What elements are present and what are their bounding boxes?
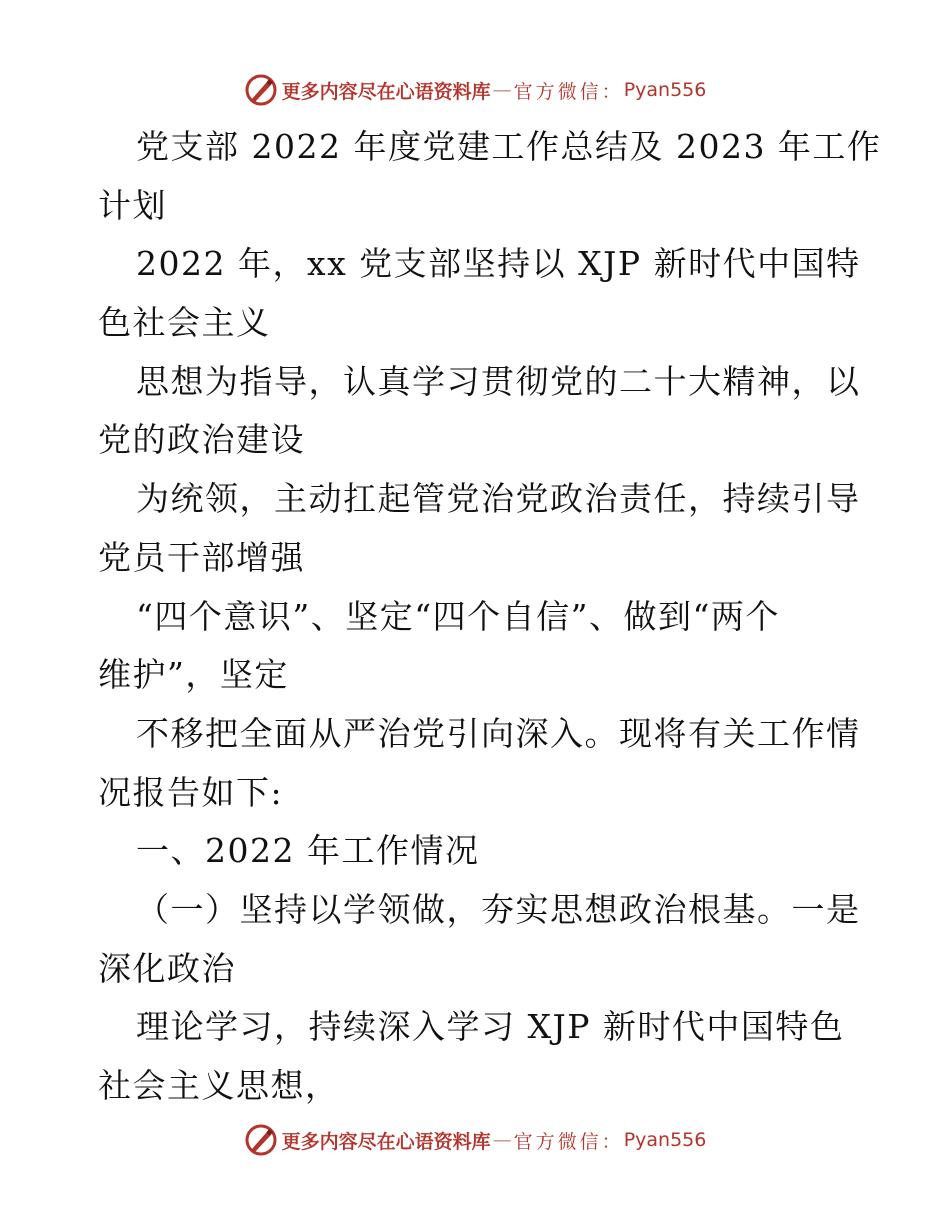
document-body — [98, 118, 882, 1116]
document-line: （一）坚持以学领做，夯实思想政治根基。一是 — [136, 889, 861, 929]
document-line: 社会主义思想， — [98, 1066, 340, 1105]
document-line: 色社会主义 — [98, 303, 271, 343]
document-line: 思想为指导，认真学习贯彻党的二十大精神，以 — [136, 361, 861, 401]
document-line: “四个意识”、坚定“四个自信”、做到“两个 — [136, 596, 780, 636]
document-line: 党的政治建设 — [98, 420, 305, 460]
document-line: 为统领，主动扛起管党治党政治责任，持续引导 — [136, 479, 861, 519]
document-line: 计划 — [98, 185, 167, 225]
document-line: 维护”，坚定 — [98, 655, 289, 695]
watermark-id: Pyan556 — [623, 79, 707, 101]
document-line: 不移把全面从严治党引向深入。现将有关工作情 — [136, 713, 861, 753]
watermark-separator: — — [492, 1129, 512, 1151]
watermark-label: 官方微信： — [513, 80, 624, 103]
watermark-footer — [0, 1120, 950, 1160]
document-line: 况报告如下: — [98, 772, 284, 812]
document-line: 党员干部增强 — [98, 537, 305, 577]
document-line: 党支部 2022 年度党建工作总结及 2023 年工作 — [136, 127, 882, 166]
watermark-label: 官方微信： — [513, 1130, 624, 1153]
document-line: 深化政治 — [98, 948, 236, 988]
watermark-text: 更多内容尽在心语资料库 — [281, 1130, 491, 1153]
document-line: 理论学习，持续深入学习 XJP 新时代中国特色 — [136, 1007, 845, 1047]
watermark-header — [0, 70, 950, 110]
document-line: 一、2022 年工作情况 — [136, 831, 480, 871]
watermark-separator: — — [492, 79, 512, 101]
pen-logo-icon — [244, 1123, 278, 1157]
watermark-id: Pyan556 — [623, 1129, 707, 1151]
pen-logo-icon — [244, 73, 278, 107]
document-line: 2022 年，xx 党支部坚持以 XJP 新时代中国特 — [136, 244, 861, 284]
watermark-text: 更多内容尽在心语资料库 — [281, 80, 491, 103]
